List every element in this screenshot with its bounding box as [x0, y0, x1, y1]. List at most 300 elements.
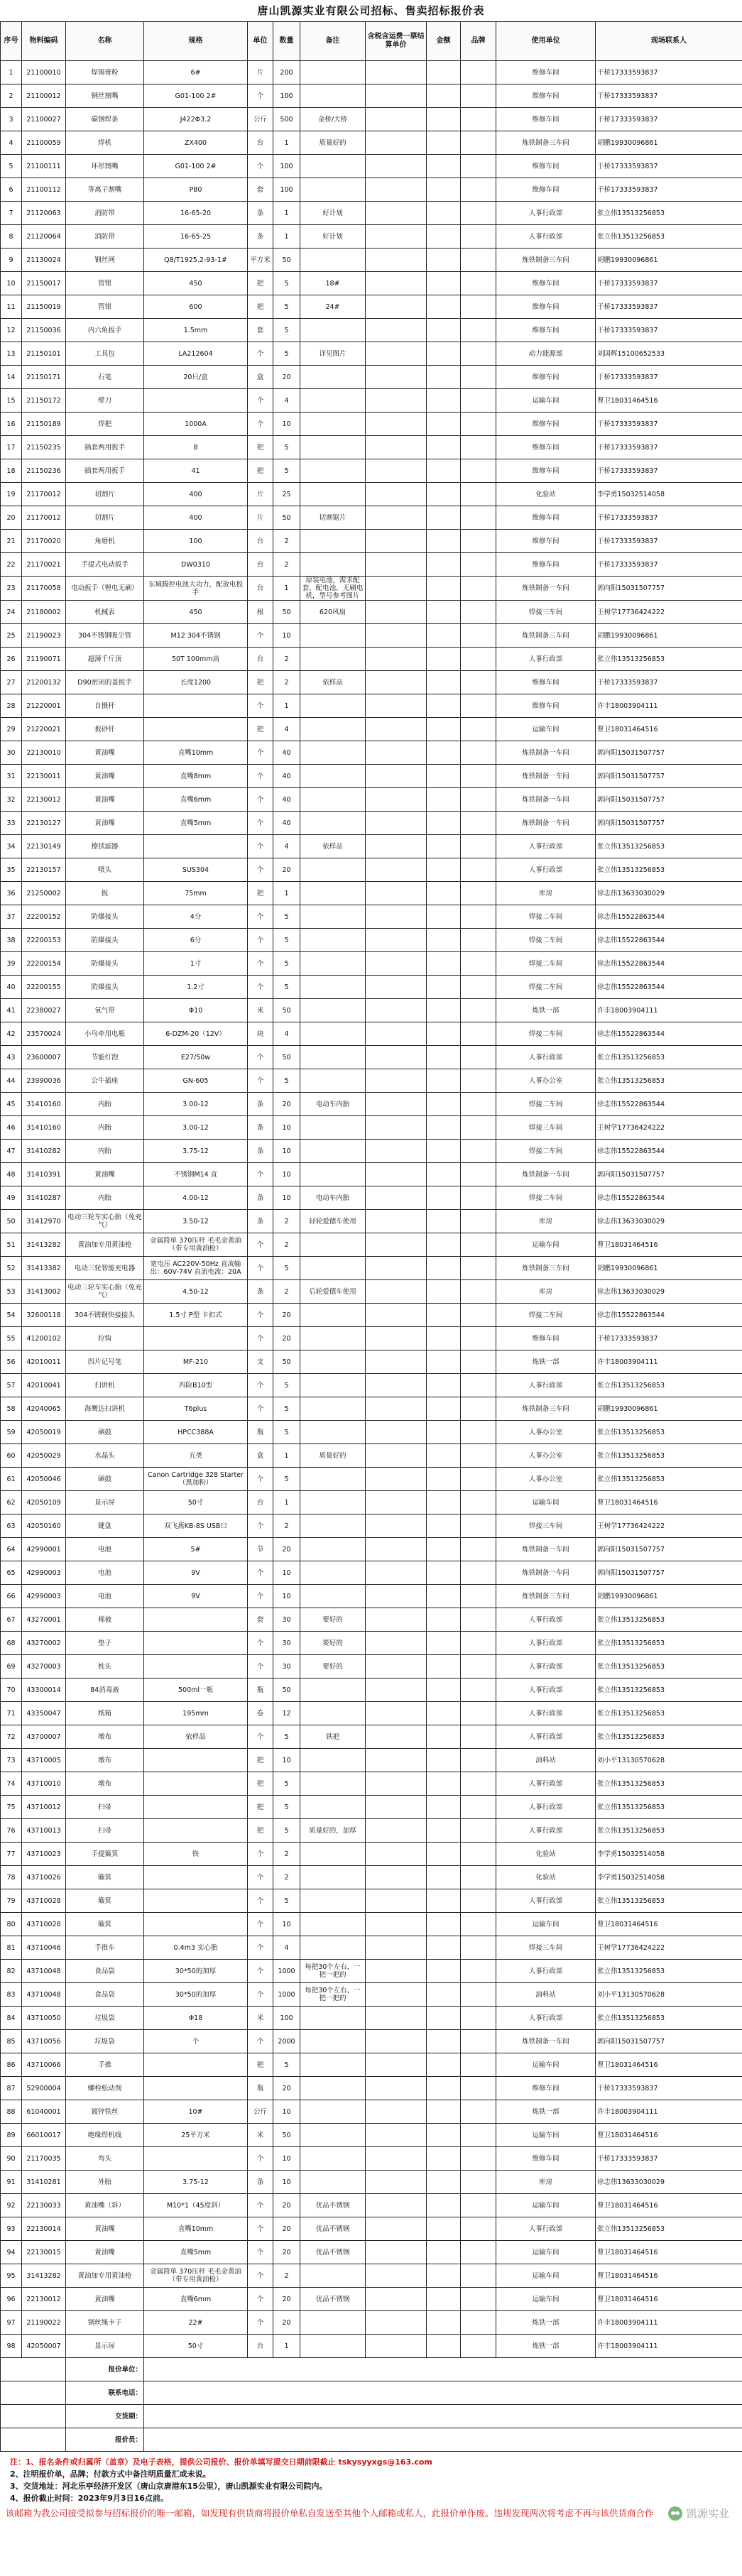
cell-brand[interactable]: [461, 1280, 496, 1304]
cell-brand[interactable]: [461, 1749, 496, 1772]
cell-amount[interactable]: [427, 577, 461, 601]
cell-amount[interactable]: [427, 1866, 461, 1889]
cell-price[interactable]: [366, 1468, 427, 1491]
cell-amount[interactable]: [427, 624, 461, 648]
cell-amount[interactable]: [427, 436, 461, 459]
cell-price[interactable]: [366, 976, 427, 999]
cell-amount[interactable]: [427, 506, 461, 530]
cell-price[interactable]: [366, 1327, 427, 1350]
cell-price[interactable]: [366, 2335, 427, 2358]
cell-amount[interactable]: [427, 84, 461, 108]
cell-price[interactable]: [366, 741, 427, 765]
cell-amount[interactable]: [427, 2053, 461, 2077]
cell-price[interactable]: [366, 788, 427, 812]
cell-amount[interactable]: [427, 342, 461, 366]
cell-amount[interactable]: [427, 2194, 461, 2217]
cell-brand[interactable]: [461, 671, 496, 694]
cell-amount[interactable]: [427, 1280, 461, 1304]
cell-brand[interactable]: [461, 1983, 496, 2007]
cell-price[interactable]: [366, 1304, 427, 1327]
cell-price[interactable]: [366, 601, 427, 624]
cell-price[interactable]: [366, 1725, 427, 1749]
cell-amount[interactable]: [427, 1819, 461, 1843]
submission-email[interactable]: tskysyyxgs@163.com: [338, 2457, 432, 2467]
cell-amount[interactable]: [427, 389, 461, 413]
cell-amount[interactable]: [427, 999, 461, 1022]
cell-brand[interactable]: [461, 2241, 496, 2264]
cell-brand[interactable]: [461, 1022, 496, 1046]
cell-amount[interactable]: [427, 155, 461, 178]
footer-value-field[interactable]: [144, 2405, 742, 2428]
cell-brand[interactable]: [461, 1936, 496, 1960]
cell-brand[interactable]: [461, 483, 496, 506]
cell-brand[interactable]: [461, 1655, 496, 1679]
cell-brand[interactable]: [461, 1866, 496, 1889]
cell-amount[interactable]: [427, 671, 461, 694]
cell-price[interactable]: [366, 225, 427, 249]
cell-price[interactable]: [366, 1913, 427, 1936]
cell-amount[interactable]: [427, 2171, 461, 2194]
cell-price[interactable]: [366, 108, 427, 131]
cell-brand[interactable]: [461, 1327, 496, 1350]
cell-price[interactable]: [366, 882, 427, 905]
cell-amount[interactable]: [427, 858, 461, 882]
cell-price[interactable]: [366, 553, 427, 577]
cell-price[interactable]: [366, 1210, 427, 1233]
cell-brand[interactable]: [461, 1350, 496, 1374]
cell-price[interactable]: [366, 413, 427, 436]
cell-brand[interactable]: [461, 976, 496, 999]
cell-price[interactable]: [366, 2194, 427, 2217]
cell-brand[interactable]: [461, 2124, 496, 2147]
cell-price[interactable]: [366, 272, 427, 295]
cell-amount[interactable]: [427, 1913, 461, 1936]
cell-amount[interactable]: [427, 178, 461, 202]
cell-amount[interactable]: [427, 1304, 461, 1327]
cell-price[interactable]: [366, 1093, 427, 1116]
cell-brand[interactable]: [461, 1796, 496, 1819]
cell-amount[interactable]: [427, 1538, 461, 1561]
cell-brand[interactable]: [461, 812, 496, 835]
cell-amount[interactable]: [427, 1843, 461, 1866]
cell-brand[interactable]: [461, 553, 496, 577]
cell-amount[interactable]: [427, 1233, 461, 1257]
footer-value-field[interactable]: [144, 2358, 742, 2381]
cell-brand[interactable]: [461, 225, 496, 249]
cell-amount[interactable]: [427, 788, 461, 812]
cell-brand[interactable]: [461, 1491, 496, 1515]
cell-amount[interactable]: [427, 2264, 461, 2288]
cell-price[interactable]: [366, 835, 427, 858]
cell-brand[interactable]: [461, 2194, 496, 2217]
cell-amount[interactable]: [427, 108, 461, 131]
cell-amount[interactable]: [427, 1022, 461, 1046]
cell-brand[interactable]: [461, 718, 496, 741]
cell-price[interactable]: [366, 694, 427, 718]
cell-price[interactable]: [366, 436, 427, 459]
cell-brand[interactable]: [461, 1725, 496, 1749]
cell-amount[interactable]: [427, 1679, 461, 1702]
cell-brand[interactable]: [461, 1444, 496, 1468]
cell-brand[interactable]: [461, 1397, 496, 1421]
cell-brand[interactable]: [461, 1913, 496, 1936]
cell-price[interactable]: [366, 530, 427, 553]
cell-price[interactable]: [366, 858, 427, 882]
cell-price[interactable]: [366, 2241, 427, 2264]
cell-price[interactable]: [366, 2077, 427, 2100]
cell-brand[interactable]: [461, 1304, 496, 1327]
cell-price[interactable]: [366, 483, 427, 506]
cell-brand[interactable]: [461, 413, 496, 436]
cell-brand[interactable]: [461, 530, 496, 553]
cell-amount[interactable]: [427, 319, 461, 342]
cell-amount[interactable]: [427, 694, 461, 718]
cell-amount[interactable]: [427, 2311, 461, 2335]
cell-price[interactable]: [366, 61, 427, 84]
cell-brand[interactable]: [461, 1561, 496, 1585]
cell-price[interactable]: [366, 2311, 427, 2335]
cell-price[interactable]: [366, 1257, 427, 1280]
cell-brand[interactable]: [461, 1843, 496, 1866]
cell-price[interactable]: [366, 1022, 427, 1046]
cell-price[interactable]: [366, 131, 427, 155]
cell-price[interactable]: [366, 1421, 427, 1444]
cell-price[interactable]: [366, 249, 427, 272]
cell-amount[interactable]: [427, 1936, 461, 1960]
cell-brand[interactable]: [461, 2077, 496, 2100]
cell-price[interactable]: [366, 1772, 427, 1796]
cell-brand[interactable]: [461, 765, 496, 788]
cell-amount[interactable]: [427, 1585, 461, 1608]
cell-price[interactable]: [366, 1889, 427, 1913]
cell-brand[interactable]: [461, 202, 496, 225]
cell-amount[interactable]: [427, 553, 461, 577]
cell-price[interactable]: [366, 342, 427, 366]
cell-price[interactable]: [366, 84, 427, 108]
cell-brand[interactable]: [461, 2007, 496, 2030]
cell-price[interactable]: [366, 389, 427, 413]
cell-amount[interactable]: [427, 718, 461, 741]
cell-brand[interactable]: [461, 1163, 496, 1186]
cell-amount[interactable]: [427, 2147, 461, 2171]
cell-price[interactable]: [366, 2288, 427, 2311]
cell-amount[interactable]: [427, 1163, 461, 1186]
cell-amount[interactable]: [427, 2030, 461, 2053]
cell-amount[interactable]: [427, 366, 461, 389]
cell-brand[interactable]: [461, 1186, 496, 1210]
cell-brand[interactable]: [461, 2053, 496, 2077]
cell-price[interactable]: [366, 1561, 427, 1585]
cell-brand[interactable]: [461, 1069, 496, 1093]
cell-amount[interactable]: [427, 1444, 461, 1468]
cell-price[interactable]: [366, 202, 427, 225]
cell-brand[interactable]: [461, 858, 496, 882]
cell-price[interactable]: [366, 2030, 427, 2053]
cell-price[interactable]: [366, 178, 427, 202]
cell-amount[interactable]: [427, 929, 461, 952]
cell-amount[interactable]: [427, 295, 461, 319]
cell-price[interactable]: [366, 952, 427, 976]
cell-price[interactable]: [366, 812, 427, 835]
cell-amount[interactable]: [427, 2100, 461, 2124]
cell-price[interactable]: [366, 1679, 427, 1702]
cell-amount[interactable]: [427, 1421, 461, 1444]
cell-brand[interactable]: [461, 1772, 496, 1796]
cell-price[interactable]: [366, 2217, 427, 2241]
cell-brand[interactable]: [461, 459, 496, 483]
cell-price[interactable]: [366, 2171, 427, 2194]
cell-price[interactable]: [366, 1796, 427, 1819]
cell-amount[interactable]: [427, 1561, 461, 1585]
cell-amount[interactable]: [427, 2335, 461, 2358]
cell-amount[interactable]: [427, 1093, 461, 1116]
cell-brand[interactable]: [461, 2147, 496, 2171]
cell-price[interactable]: [366, 459, 427, 483]
cell-price[interactable]: [366, 999, 427, 1022]
cell-amount[interactable]: [427, 1210, 461, 1233]
cell-amount[interactable]: [427, 1983, 461, 2007]
cell-amount[interactable]: [427, 882, 461, 905]
cell-amount[interactable]: [427, 1257, 461, 1280]
cell-brand[interactable]: [461, 2311, 496, 2335]
cell-brand[interactable]: [461, 929, 496, 952]
cell-brand[interactable]: [461, 295, 496, 319]
cell-amount[interactable]: [427, 1491, 461, 1515]
cell-price[interactable]: [366, 1491, 427, 1515]
cell-amount[interactable]: [427, 1655, 461, 1679]
cell-brand[interactable]: [461, 999, 496, 1022]
cell-brand[interactable]: [461, 2030, 496, 2053]
cell-price[interactable]: [366, 2147, 427, 2171]
cell-brand[interactable]: [461, 577, 496, 601]
cell-amount[interactable]: [427, 835, 461, 858]
cell-price[interactable]: [366, 2124, 427, 2147]
cell-price[interactable]: [366, 506, 427, 530]
cell-amount[interactable]: [427, 202, 461, 225]
cell-amount[interactable]: [427, 1374, 461, 1397]
cell-price[interactable]: [366, 929, 427, 952]
cell-price[interactable]: [366, 1866, 427, 1889]
cell-price[interactable]: [366, 577, 427, 601]
cell-brand[interactable]: [461, 1116, 496, 1140]
cell-brand[interactable]: [461, 1515, 496, 1538]
cell-price[interactable]: [366, 1655, 427, 1679]
cell-amount[interactable]: [427, 61, 461, 84]
cell-brand[interactable]: [461, 2288, 496, 2311]
footer-value-field[interactable]: [144, 2381, 742, 2405]
cell-brand[interactable]: [461, 2100, 496, 2124]
cell-price[interactable]: [366, 2264, 427, 2288]
cell-amount[interactable]: [427, 1327, 461, 1350]
cell-price[interactable]: [366, 648, 427, 671]
cell-amount[interactable]: [427, 812, 461, 835]
cell-brand[interactable]: [461, 905, 496, 929]
cell-price[interactable]: [366, 1749, 427, 1772]
cell-brand[interactable]: [461, 366, 496, 389]
cell-amount[interactable]: [427, 272, 461, 295]
cell-amount[interactable]: [427, 1140, 461, 1163]
cell-brand[interactable]: [461, 319, 496, 342]
cell-amount[interactable]: [427, 601, 461, 624]
footer-value-field[interactable]: [144, 2428, 742, 2452]
cell-price[interactable]: [366, 1936, 427, 1960]
cell-brand[interactable]: [461, 272, 496, 295]
cell-brand[interactable]: [461, 835, 496, 858]
cell-amount[interactable]: [427, 225, 461, 249]
cell-brand[interactable]: [461, 2171, 496, 2194]
cell-price[interactable]: [366, 1702, 427, 1725]
cell-amount[interactable]: [427, 1186, 461, 1210]
cell-price[interactable]: [366, 295, 427, 319]
cell-price[interactable]: [366, 1374, 427, 1397]
cell-amount[interactable]: [427, 2241, 461, 2264]
cell-brand[interactable]: [461, 1210, 496, 1233]
cell-brand[interactable]: [461, 952, 496, 976]
cell-brand[interactable]: [461, 1702, 496, 1725]
cell-price[interactable]: [366, 718, 427, 741]
cell-price[interactable]: [366, 2100, 427, 2124]
cell-price[interactable]: [366, 1585, 427, 1608]
cell-price[interactable]: [366, 366, 427, 389]
cell-amount[interactable]: [427, 1069, 461, 1093]
cell-price[interactable]: [366, 1983, 427, 2007]
cell-brand[interactable]: [461, 155, 496, 178]
cell-brand[interactable]: [461, 1679, 496, 1702]
cell-amount[interactable]: [427, 1702, 461, 1725]
cell-amount[interactable]: [427, 2288, 461, 2311]
cell-amount[interactable]: [427, 741, 461, 765]
cell-amount[interactable]: [427, 976, 461, 999]
cell-amount[interactable]: [427, 1046, 461, 1069]
cell-brand[interactable]: [461, 178, 496, 202]
cell-amount[interactable]: [427, 459, 461, 483]
cell-amount[interactable]: [427, 1772, 461, 1796]
cell-brand[interactable]: [461, 1093, 496, 1116]
cell-amount[interactable]: [427, 952, 461, 976]
cell-amount[interactable]: [427, 1725, 461, 1749]
cell-amount[interactable]: [427, 2217, 461, 2241]
cell-amount[interactable]: [427, 1889, 461, 1913]
cell-amount[interactable]: [427, 2007, 461, 2030]
cell-brand[interactable]: [461, 1585, 496, 1608]
cell-price[interactable]: [366, 2053, 427, 2077]
cell-amount[interactable]: [427, 905, 461, 929]
cell-brand[interactable]: [461, 741, 496, 765]
cell-amount[interactable]: [427, 1350, 461, 1374]
cell-brand[interactable]: [461, 1374, 496, 1397]
cell-price[interactable]: [366, 1280, 427, 1304]
cell-amount[interactable]: [427, 1515, 461, 1538]
cell-brand[interactable]: [461, 1046, 496, 1069]
cell-brand[interactable]: [461, 694, 496, 718]
cell-brand[interactable]: [461, 1257, 496, 1280]
cell-brand[interactable]: [461, 2335, 496, 2358]
cell-price[interactable]: [366, 1632, 427, 1655]
cell-price[interactable]: [366, 1960, 427, 1983]
cell-amount[interactable]: [427, 1796, 461, 1819]
cell-price[interactable]: [366, 765, 427, 788]
cell-price[interactable]: [366, 2007, 427, 2030]
cell-price[interactable]: [366, 1843, 427, 1866]
cell-price[interactable]: [366, 1046, 427, 1069]
cell-amount[interactable]: [427, 2124, 461, 2147]
cell-amount[interactable]: [427, 1608, 461, 1632]
cell-brand[interactable]: [461, 2264, 496, 2288]
cell-brand[interactable]: [461, 342, 496, 366]
cell-amount[interactable]: [427, 249, 461, 272]
cell-brand[interactable]: [461, 648, 496, 671]
cell-brand[interactable]: [461, 506, 496, 530]
cell-brand[interactable]: [461, 84, 496, 108]
cell-brand[interactable]: [461, 61, 496, 84]
cell-brand[interactable]: [461, 249, 496, 272]
cell-brand[interactable]: [461, 1538, 496, 1561]
cell-price[interactable]: [366, 1116, 427, 1140]
cell-brand[interactable]: [461, 1608, 496, 1632]
cell-brand[interactable]: [461, 2217, 496, 2241]
cell-price[interactable]: [366, 1350, 427, 1374]
cell-price[interactable]: [366, 1186, 427, 1210]
cell-amount[interactable]: [427, 1632, 461, 1655]
cell-unit: 个: [248, 1046, 273, 1069]
cell-amount[interactable]: [427, 1749, 461, 1772]
cell-brand[interactable]: [461, 624, 496, 648]
cell-amount[interactable]: [427, 765, 461, 788]
cell-price[interactable]: [366, 1819, 427, 1843]
cell-price[interactable]: [366, 1233, 427, 1257]
cell-amount[interactable]: [427, 530, 461, 553]
cell-price[interactable]: [366, 1163, 427, 1186]
cell-amount[interactable]: [427, 1397, 461, 1421]
cell-brand[interactable]: [461, 108, 496, 131]
cell-price[interactable]: [366, 1515, 427, 1538]
cell-brand[interactable]: [461, 1421, 496, 1444]
cell-brand[interactable]: [461, 601, 496, 624]
cell-amount[interactable]: [427, 1468, 461, 1491]
cell-brand[interactable]: [461, 1819, 496, 1843]
cell-price[interactable]: [366, 155, 427, 178]
cell-amount[interactable]: [427, 413, 461, 436]
cell-brand[interactable]: [461, 1632, 496, 1655]
cell-brand[interactable]: [461, 882, 496, 905]
cell-amount[interactable]: [427, 1960, 461, 1983]
cell-amount[interactable]: [427, 1116, 461, 1140]
cell-price[interactable]: [366, 624, 427, 648]
cell-brand[interactable]: [461, 788, 496, 812]
cell-price[interactable]: [366, 319, 427, 342]
cell-brand[interactable]: [461, 1140, 496, 1163]
cell-brand[interactable]: [461, 1889, 496, 1913]
cell-amount[interactable]: [427, 2077, 461, 2100]
cell-amount[interactable]: [427, 131, 461, 155]
cell-brand[interactable]: [461, 389, 496, 413]
cell-brand[interactable]: [461, 1468, 496, 1491]
cell-price[interactable]: [366, 1069, 427, 1093]
cell-price[interactable]: [366, 905, 427, 929]
cell-price[interactable]: [366, 1444, 427, 1468]
cell-price[interactable]: [366, 671, 427, 694]
cell-price[interactable]: [366, 1538, 427, 1561]
cell-price[interactable]: [366, 1397, 427, 1421]
cell-brand[interactable]: [461, 436, 496, 459]
cell-brand[interactable]: [461, 1960, 496, 1983]
cell-brand[interactable]: [461, 1233, 496, 1257]
cell-price[interactable]: [366, 1608, 427, 1632]
cell-price[interactable]: [366, 1140, 427, 1163]
cell-brand[interactable]: [461, 131, 496, 155]
cell-amount[interactable]: [427, 483, 461, 506]
cell-amount[interactable]: [427, 648, 461, 671]
